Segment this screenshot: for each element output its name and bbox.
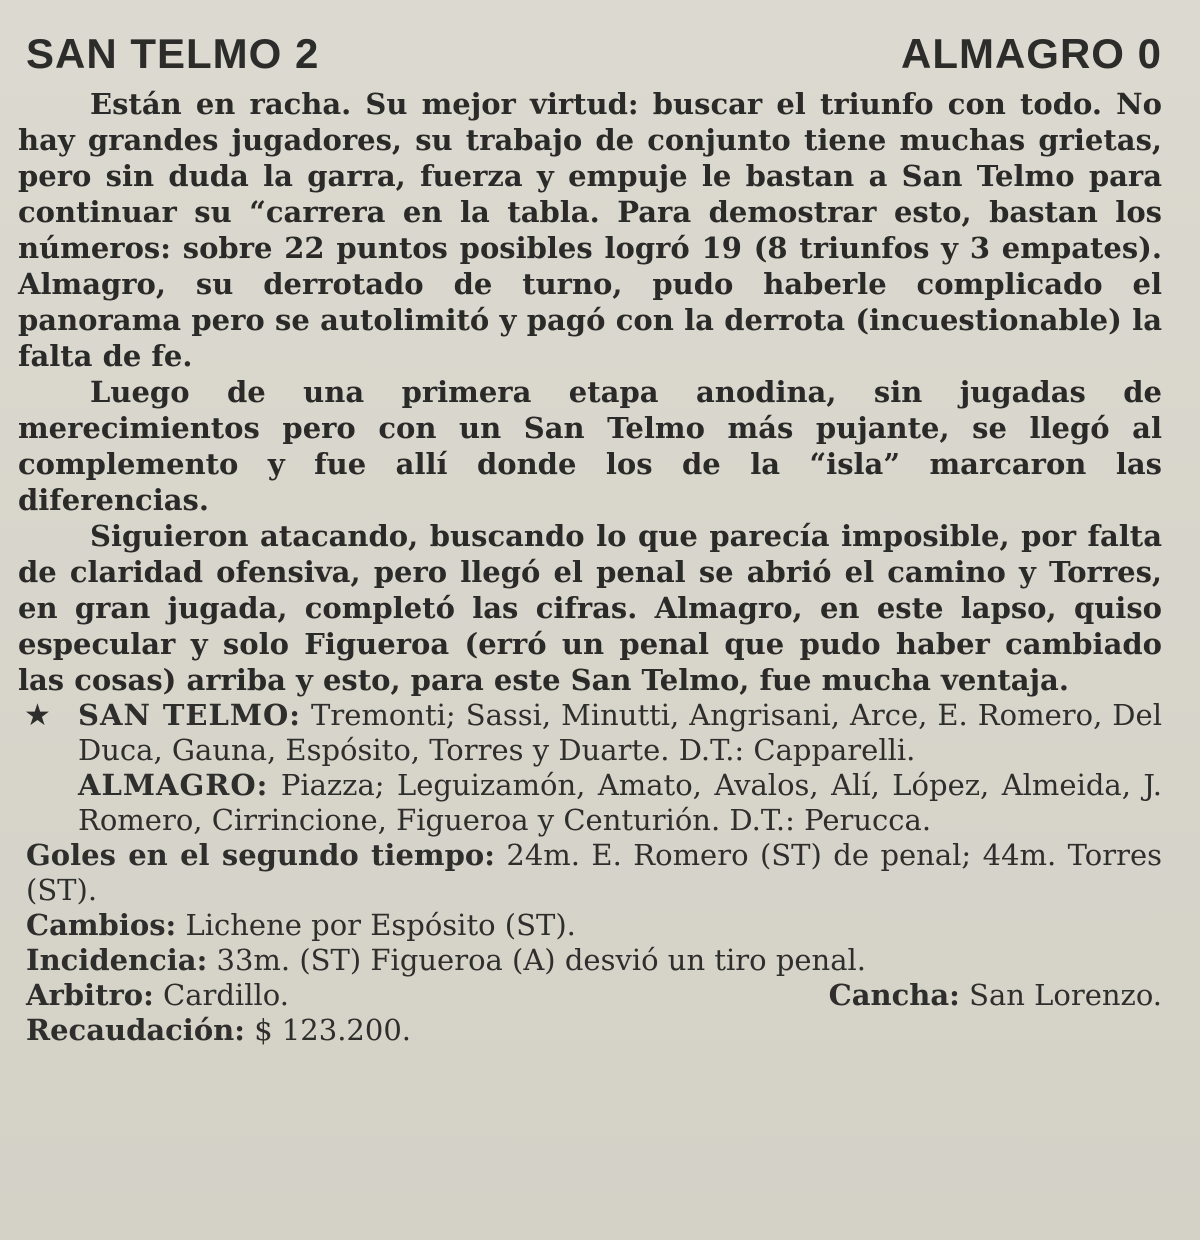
goals-value: 24m. E. Romero (ST) de penal; 44m. Torres (ST). [26,838,1163,907]
incident-value: 33m. (ST) Figueroa (A) desvió un tiro penal. [216,943,867,977]
home-lineup [18,698,1162,768]
away-players: Piazza; Leguizamón, Amato, Avalos, Alí, López, Almeida, J. Romero, Cirrincione, Figueroa y Centurión. D.T.: Perucca. [78,768,1163,837]
away-score: ALMAGRO 0 [901,30,1162,77]
gate-row [26,1013,1162,1048]
incident-row [26,943,1162,978]
changes-value: Lichene por Espósito (ST). [185,908,576,942]
match-headline [26,28,1162,80]
referee-venue-row [26,978,1162,1013]
referee-value: Cardillo. [163,978,289,1012]
star-icon: ★ [24,698,51,733]
gate-value: $ 123.200. [254,1013,411,1047]
away-team-name: ALMAGRO: [78,768,269,802]
venue-value: San Lorenzo. [969,978,1162,1012]
lineups [18,698,1162,838]
paragraph: Están en racha. Su mejor virtud: buscar el triunfo con todo. No hay grandes jugadores, su trabajo de conjunto tiene muchas grietas, pero sin duda la garra, fuerza y empuje le bastan a San Telmo para continuar su “carrera en la tabla. Para demostrar esto, bastan los números: sobre 22 puntos posibles logró 19 (8 triunfos y 3 empates). Almagro, su derrotado de turno, pudo haberle complicado el panorama pero se autolimitó y pagó con la derrota (incuestionable) la falta de fe. [18,87,1162,373]
gate-label: Recaudación: [26,1013,245,1047]
venue [829,978,1162,1013]
goals-row [26,838,1162,908]
referee-label: Arbitro: [26,978,154,1012]
goals-label: Goles en el segundo tiempo: [26,838,495,872]
changes-row [26,908,1162,943]
venue-label: Cancha: [828,978,960,1012]
away-lineup [18,768,1162,838]
match-report [18,86,1162,698]
paragraph: Siguieron atacando, buscando lo que parecía imposible, por falta de claridad ofensiva, pero llegó el penal se abrió el camino y Torres, en gran jugada, completó las cifras. Almagro, en este lapso, quiso especular y solo Figueroa (erró un penal que pudo haber cambiado las cosas) arriba y esto, para este San Telmo, fue mucha ventaja. [18,519,1162,697]
home-score: SAN TELMO 2 [26,30,320,77]
paragraph: Luego de una primera etapa anodina, sin jugadas de merecimientos pero con un San Telmo más pujante, se llegó al complemento y fue allí donde los de la “isla” marcaron las diferencias. [18,375,1162,517]
home-players: Tremonti; Sassi, Minutti, Angrisani, Arce, E. Romero, Del Duca, Gauna, Espósito, Torres y Duarte. D.T.: Capparelli. [78,698,1162,767]
match-facts [18,838,1162,1048]
incident-label: Incidencia: [26,943,208,977]
referee [26,978,289,1013]
changes-label: Cambios: [26,908,177,942]
home-team-name: SAN TELMO: [78,698,301,732]
